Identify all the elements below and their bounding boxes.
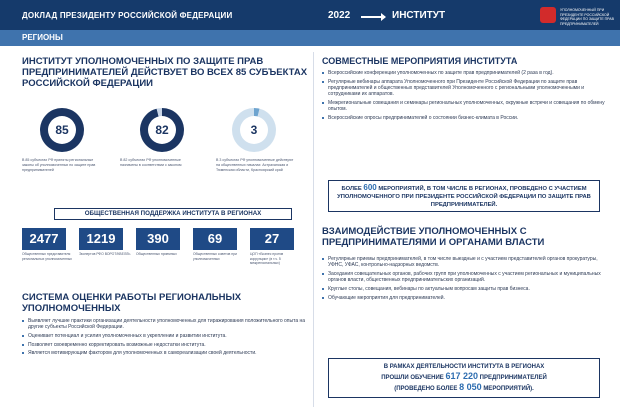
circle-description: В 82 субъектах РФ уполномоченные назначены в соответствии с законом (120, 158, 182, 167)
emblem-logo-icon (540, 7, 556, 23)
logo-text: УПОЛНОМОЧЕННЫЙ ПРИ ПРЕЗИДЕНТЕ РОССИЙСКОЙ ФЕДЕРАЦИИ ПО ЗАЩИТЕ ПРАВ ПРЕДПРИНИМАТЕЛЕЙ (560, 8, 614, 26)
stat-box: 69 (193, 228, 237, 250)
training-line1: В РАМКАХ ДЕЯТЕЛЬНОСТИ ИНСТИТУТА В РЕГИОНАХ (383, 364, 545, 370)
stat-description: Экспертов РФО ВОРОТ/КВЕЛЛЬ (79, 252, 131, 256)
stat-box: 2477 (22, 228, 66, 250)
circle-value: 3 (250, 123, 258, 137)
stat-description: Общественных приемных (136, 252, 177, 256)
list-item: Регулярные вебинары аппарата Уполномоченного при Президенте Российской Федерации по защите прав предпринимателей и общественных представителей Уполномоченного с региональными уполномоченными и сотрудниками их аппаратов. (322, 79, 607, 98)
events-suffix: МЕРОПРИЯТИЙ). (483, 386, 534, 392)
events-title: СОВМЕСТНЫЕ МЕРОПРИЯТИЯ ИНСТИТУТА (322, 56, 518, 66)
header-bar (0, 0, 620, 30)
section-title: ИНСТИТУТ (392, 10, 446, 21)
training-number: 617 220 (445, 371, 478, 381)
report-title: ДОКЛАД ПРЕЗИДЕНТУ РОССИЙСКОЙ ФЕДЕРАЦИИ (22, 11, 233, 20)
list-item: Оценивает потенциал и усилия уполномоченных в укреплении и развитии института. (22, 333, 307, 339)
column-divider (313, 52, 314, 407)
training-line3 (337, 383, 591, 394)
stat-description: Общественных советов при уполномоченных (193, 252, 237, 261)
stat-box: 1219 (79, 228, 123, 250)
stat-box: 390 (136, 228, 180, 250)
list-item: Круглые столы, совещания, вебинары по актуальным вопросам защиты прав бизнеса. (322, 286, 607, 292)
list-item: Всероссийские конференции уполномоченных по защите прав предпринимателей (2 раза в год). (322, 70, 607, 76)
stat-box: 27 (250, 228, 294, 250)
events-list (322, 70, 607, 123)
circle-85 (40, 108, 84, 152)
training-suffix: ПРЕДПРИНИМАТЕЛЕЙ (479, 375, 547, 381)
institute-title: ИНСТИТУТ УПОЛНОМОЧЕННЫХ ПО ЗАЩИТЕ ПРАВ ПРЕДПРИНИМАТЕЛЕЙ ДЕЙСТВУЕТ ВО ВСЕХ 85 СУБЪЕКТАХ РОССИЙСКОЙ ФЕДЕРАЦИИ (22, 56, 308, 89)
highlight-prefix: БОЛЕЕ (341, 186, 362, 192)
circle-description: В 3 субъектах РФ уполномоченные действуют на общественных началах: Астраханская и Тюменская области, Красноярский край (216, 158, 294, 172)
circle-82 (140, 108, 184, 152)
circle-value: 85 (55, 123, 69, 137)
stat-description: ЦОП «Бизнес против коррупции» (в т.ч. 5 межрегиональных) (250, 252, 284, 266)
list-item: Регулярные приемы предпринимателей, в том числе выездные и с участием представителей органов прокуратуры, УФНС, УФАС, контрольно-надзорных ведомств. (322, 256, 607, 268)
events-number: 8 050 (459, 382, 482, 392)
circle-description: В 85 субъектах РФ приняты региональные законы об уполномоченных по защите прав предпринимателей (22, 158, 96, 172)
highlight-number: 600 (363, 183, 377, 192)
subsection-bar (0, 30, 620, 46)
evaluation-list (22, 318, 307, 359)
list-item: Выявляет лучшие практики организации деятельности уполномоченных для тиражирования положительного опыта на другие субъекты Российской Федерации. (22, 318, 307, 330)
stat-description: Общественных представителя региональных уполномоченных (22, 252, 72, 261)
subsection-title: РЕГИОНЫ (22, 33, 63, 42)
interaction-title: ВЗАИМОДЕЙСТВИЕ УПОЛНОМОЧЕННЫХ С ПРЕДПРИНИМАТЕЛЯМИ И ОРГАНАМИ ВЛАСТИ (322, 226, 545, 248)
arrow-right-icon (361, 16, 385, 18)
highlight-suffix: МЕРОПРИЯТИЙ, В ТОМ ЧИСЛЕ В РЕГИОНАХ, ПРОВЕДЕНО С УЧАСТИЕМ УПОЛНОМОЧЕННОГО ПРИ ПРЕЗИДЕНТЕ РОССИЙСКОЙ ФЕДЕРАЦИИ ПО ЗАЩИТЕ ПРАВ ПРЕДПРИНИМАТЕЛЕЙ. (337, 186, 591, 208)
training-prefix: ПРОШЛИ ОБУЧЕНИЕ (381, 375, 444, 381)
list-item: Обучающие мероприятия для предпринимателей. (322, 295, 607, 301)
list-item: Позволяет своевременно корректировать возможные недостатки института. (22, 342, 307, 348)
events-highlight-box (328, 180, 600, 212)
events-prefix: (ПРОВЕДЕНО БОЛЕЕ (394, 386, 458, 392)
report-year: 2022 (328, 10, 351, 21)
evaluation-title: СИСТЕМА ОЦЕНКИ РАБОТЫ РЕГИОНАЛЬНЫХ УПОЛНОМОЧЕННЫХ (22, 292, 242, 314)
circle-value: 82 (155, 123, 169, 137)
support-title-box (54, 208, 292, 220)
list-item: Является мотивирующим фактором для уполномоченных в самореализации своей деятельности. (22, 350, 307, 356)
list-item: Всероссийские опросы предпринимателей о состоянии бизнес-климата в России. (322, 115, 607, 121)
circle-3 (232, 108, 276, 152)
list-item: Межрегиональные совещания и семинары региональных уполномоченных, окружные встречи и совещания по обмену опытом. (322, 100, 607, 112)
interaction-list (322, 256, 607, 303)
training-highlight-box (328, 358, 600, 398)
list-item: Заседания совещательных органов, рабочих групп при уполномоченных с участием региональных и муниципальных органов власти, общественных предпринимательских организаций. (322, 271, 607, 283)
support-title: ОБЩЕСТВЕННАЯ ПОДДЕРЖКА ИНСТИТУТА В РЕГИОНАХ (84, 210, 262, 217)
